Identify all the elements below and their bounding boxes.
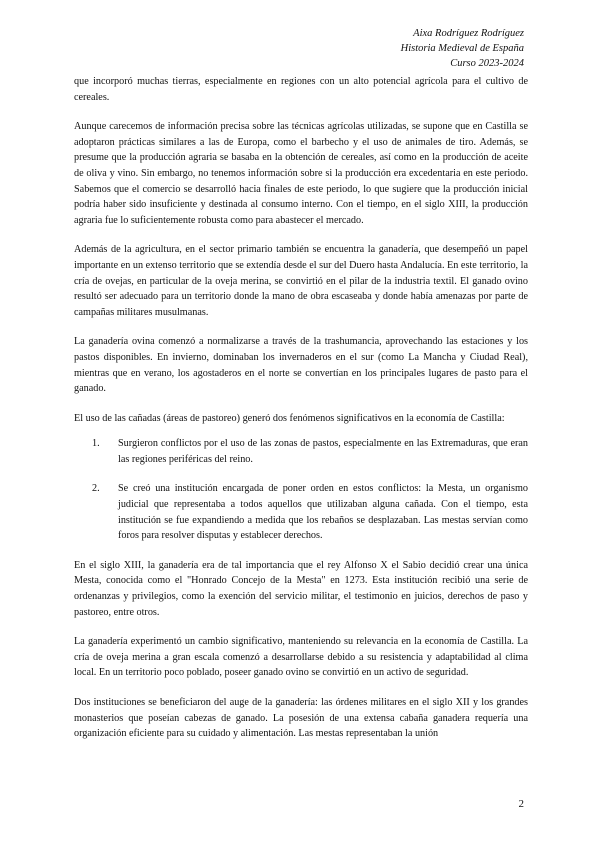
list-item-text: Se creó una institución encargada de poner orden en estos conflictos: la Mesta, un organismo judicial que representaba a todos aquellos que utilizaban alguna cañada. Con el tiempo, esta institución se fue expandiendo a medida que los rebaños se desplazaban. Las mestas servían como foros para resolver disputas y establecer derechos. <box>118 483 528 542</box>
list-item-number: 1. <box>92 438 100 450</box>
paragraph: Además de la agricultura, en el sector primario también se encuentra la ganadería, que desempeñó un papel importante en un extenso territorio que se extendía desde el sur del Duero hasta Andalucía. En este territorio, la cría de ovejas, en particular de la oveja merina, se convirtió en el pilar de la industria textil. El ganado ovino resultó ser adecuado para un territorio donde la mano de obra escaseaba y donde había amenazas por parte de campañas militares musulmanas. <box>74 244 528 318</box>
paragraph: La ganadería ovina comenzó a normalizarse a través de la trashumancia, aprovechando las estaciones y los pastos disponibles. En invierno, dominaban los invernaderos en el sur (como La Mancha y Ciudad Real), mientras que en verano, los agostaderos en el norte se convertían en los principales lugares de pasto para el ganado. <box>74 336 528 395</box>
list-item <box>74 436 528 467</box>
page-body <box>74 74 528 756</box>
header-course: Curso 2023-2024 <box>450 58 524 69</box>
paragraph: Dos instituciones se beneficiaron del auge de la ganadería: las órdenes militares en el siglo XII y los grandes monasterios que poseían cabezas de ganado. La posesión de una extensa cabaña ganadera requería una organización eficiente para su cuidado y alimentación. Las mestas representaban la unión <box>74 697 528 740</box>
paragraph: El uso de las cañadas (áreas de pastoreo) generó dos fenómenos significativos en la economía de Castilla: <box>74 412 505 424</box>
paragraph: La ganadería experimentó un cambio significativo, manteniendo su relevancia en la economía de Castilla. La cría de oveja merina a gran escala comenzó a desarrollarse debido a su resistencia y adaptabilidad al clima local. En un territorio poco poblado, poseer ganado ovino se convirtió en un activo de seguridad. <box>74 636 528 679</box>
header-author: Aixa Rodríguez Rodríguez <box>413 28 524 39</box>
header-subject: Historia Medieval de España <box>400 43 524 54</box>
list-item-number: 2. <box>92 483 100 495</box>
list-item <box>74 481 528 543</box>
numbered-list <box>74 436 528 544</box>
paragraph: que incorporó muchas tierras, especialmente en regiones con un alto potencial agrícola para el cultivo de cereales. <box>74 76 528 103</box>
list-item-text: Surgieron conflictos por el uso de las zonas de pastos, especialmente en las Extremaduras, que eran las regiones periféricas del reino. <box>118 438 528 465</box>
page-header <box>401 26 524 71</box>
paragraph: Aunque carecemos de información precisa sobre las técnicas agrícolas utilizadas, se supone que en Castilla se adoptaron prácticas similares a las de Europa, como el barbecho y el uso de animales de tiro. Además, se presume que la producción agraria se basaba en la obtención de cereales, así como en la producción de aceite de oliva y vino. Sin embargo, no tenemos información sobre si la producción era excedentaria en este periodo. Sabemos que el comercio se desarrolló hacia finales de este periodo, lo que sugiere que la producción inicial podría haber sido insuficiente y destinada al consumo interno. Con el tiempo, en el siglo XIII, la producción agraria fue lo suficientemente robusta como para abastecer el mercado. <box>74 121 528 226</box>
paragraph: En el siglo XIII, la ganadería era de tal importancia que el rey Alfonso X el Sabio decidió crear una única Mesta, conocida como el "Honrado Concejo de la Mesta" en 1273. Esta institución recibió una serie de ordenanzas y privilegios, como la exención del servicio militar, el testimonio en juicios, derechos de paso y pastoreo, entre otros. <box>74 559 528 618</box>
page-number: 2 <box>518 798 524 810</box>
